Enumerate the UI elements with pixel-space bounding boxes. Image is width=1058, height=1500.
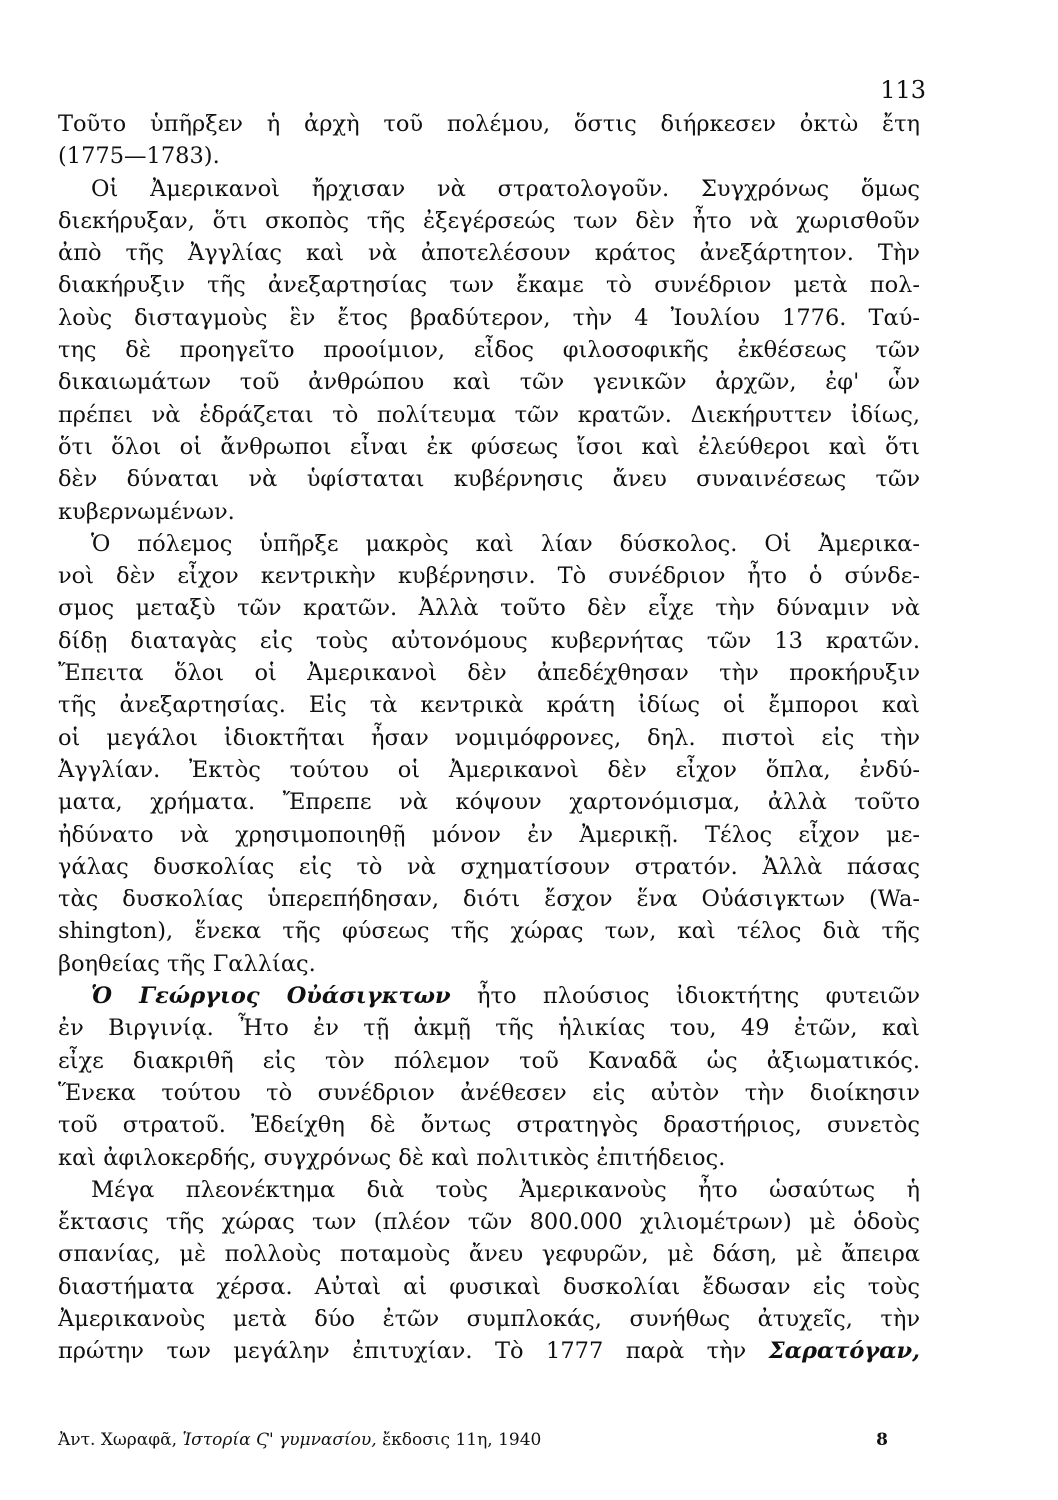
text-line: ματα, χρήματα. Ἔπρεπε νὰ κόψουν χαρτονόμισμα, ἀλλὰ τοῦτο bbox=[58, 789, 920, 816]
text-line: δίδῃ διαταγὰς εἰς τοὺς αὐτονόμους κυβερνήτας τῶν 13 κρατῶν. bbox=[58, 627, 920, 654]
text-line: πρέπει νὰ ἑδράζεται τὸ πολίτευμα τῶν κρατῶν. Διεκήρυττεν ἰδίως, bbox=[58, 401, 920, 428]
text-line: σπανίας, μὲ πολλοὺς ποταμοὺς ἄνευ γεφυρῶν, μὲ δάση, μὲ ἄπειρα bbox=[58, 1241, 920, 1268]
last-text-line bbox=[58, 1335, 920, 1367]
footer-signature: 8 bbox=[876, 1430, 888, 1450]
text-line: ἐν Βιργινίᾳ. Ἦτο ἐν τῇ ἀκμῇ τῆς ἡλικίας του, 49 ἐτῶν, καὶ bbox=[58, 1015, 920, 1042]
text-line: της δὲ προηγεῖτο προοίμιον, εἶδος φιλοσοφικῆς ἐκθέσεως τῶν bbox=[58, 337, 920, 364]
text-line: νοὶ δὲν εἶχον κεντρικὴν κυβέρνησιν. Τὸ συνέδριον ἦτο ὁ σύνδε- bbox=[58, 563, 920, 590]
text-line: διεκήρυξαν, ὅτι σκοπὸς τῆς ἐξεγέρσεώς των δὲν ἦτο νὰ χωρισθοῦν bbox=[58, 207, 920, 234]
paragraph-start-line: Μέγα πλεονέκτημα διὰ τοὺς Ἀμερικανοὺς ἦτο ὡσαύτως ἡ bbox=[91, 1176, 920, 1203]
text-line: ἠδύνατο νὰ χρησιμοποιηθῇ μόνον ἐν Ἀμερικῇ. Τέλος εἶχον με- bbox=[58, 821, 920, 848]
text-line: Τοῦτο ὑπῆρξεν ἡ ἀρχὴ τοῦ πολέμου, ὅστις διήρκεσεν ὀκτὼ ἔτη bbox=[58, 111, 920, 137]
saratoga-emphasis: Σαρατόγαν, bbox=[768, 1338, 920, 1365]
text-line: Ἀμερικανοὺς μετὰ δύο ἐτῶν συμπλοκάς, συνήθως ἀτυχεῖς, τὴν bbox=[58, 1305, 920, 1332]
text-line: Ἕνεκα τούτου τὸ συνέδριον ἀνέθεσεν εἰς αὐτὸν τὴν διοίκησιν bbox=[58, 1079, 920, 1106]
footer-edition: ἔκδοσις 11η, 1940 bbox=[382, 1430, 542, 1450]
text-line: σμος μεταξὺ τῶν κρατῶν. Ἀλλὰ τοῦτο δὲν εἶχε τὴν δύναμιν νὰ bbox=[58, 595, 920, 622]
text-line: καὶ ἀφιλοκερδής, συγχρόνως δὲ καὶ πολιτικὸς ἐπιτήδειος. bbox=[58, 1144, 726, 1171]
text-line: διαστήματα χέρσα. Αὐταὶ αἱ φυσικαὶ δυσκολίαι ἔδωσαν εἰς τοὺς bbox=[58, 1273, 920, 1300]
text-line: οἱ μεγάλοι ἰδιοκτῆται ἦσαν νομιμόφρονες, δηλ. πιστοὶ εἰς τὴν bbox=[58, 724, 920, 751]
footer-author: Ἀντ. Χωραφᾶ, bbox=[58, 1430, 178, 1450]
text-line: ἔκτασις τῆς χώρας των (πλέον τῶν 800.000 χιλιομέτρων) μὲ ὁδοὺς bbox=[58, 1209, 920, 1236]
paragraph-start-line: Ὁ πόλεμος ὑπῆρξε μακρὸς καὶ λίαν δύσκολος. Οἱ Ἀμερικα- bbox=[91, 530, 920, 557]
text-line: Ἔπειτα ὅλοι οἱ Ἀμερικανοὶ δὲν ἀπεδέχθησαν τὴν προκήρυξιν bbox=[58, 660, 920, 687]
washington-heading: Ὁ Γεώργιος Οὐάσιγκτων bbox=[91, 983, 451, 1010]
text-line: βοηθείας τῆς Γαλλίας. bbox=[58, 950, 316, 977]
footer-citation bbox=[58, 1430, 541, 1450]
text-line: ὅτι ὅλοι οἱ ἄνθρωποι εἶναι ἐκ φύσεως ἴσοι καὶ ἐλεύθεροι καὶ ὅτι bbox=[58, 433, 920, 460]
text-line: λοὺς δισταγμοὺς ἓν ἔτος βραδύτερον, τὴν 4 Ἰουλίου 1776. Ταύ- bbox=[58, 304, 920, 331]
text-line: τῆς ἀνεξαρτησίας. Εἰς τὰ κεντρικὰ κράτη ἰδίως οἱ ἔμποροι καὶ bbox=[58, 692, 920, 719]
washington-paragraph-start bbox=[58, 980, 920, 1012]
text-line: εἶχε διακριθῆ εἰς τὸν πόλεμον τοῦ Καναδᾶ ὡς ἀξιωματικός. bbox=[58, 1047, 920, 1074]
text-line: διακήρυξιν τῆς ἀνεξαρτησίας των ἔκαμε τὸ συνέδριον μετὰ πολ- bbox=[58, 272, 920, 299]
text-line: δὲν δύναται νὰ ὑφίσταται κυβέρνησις ἄνευ συναινέσεως τῶν bbox=[58, 466, 920, 493]
body-text bbox=[58, 108, 920, 1368]
footer-book-title: Ἱστορία Ϛ' γυμνασίου, bbox=[182, 1430, 377, 1450]
text-line: (1775—1783). bbox=[58, 143, 220, 170]
text-line: γάλας δυσκολίας εἰς τὸ νὰ σχηματίσουν στρατόν. Ἀλλὰ πάσας bbox=[58, 853, 920, 880]
paragraph-start-line: Οἱ Ἀμερικανοὶ ἤρχισαν νὰ στρατολογοῦν. Συγχρόνως ὅμως bbox=[91, 175, 920, 202]
text-line: δικαιωμάτων τοῦ ἀνθρώπου καὶ τῶν γενικῶν ἀρχῶν, ἐφ' ὧν bbox=[58, 369, 920, 396]
text-line: ἀπὸ τῆς Ἀγγλίας καὶ νὰ ἀποτελέσουν κράτος ἀνεξάρτητον. Τὴν bbox=[58, 240, 920, 267]
washington-first-line-rest: ἦτο πλούσιος ἰδιοκτήτης φυτειῶν bbox=[477, 983, 920, 1010]
text-line: κυβερνωμένων. bbox=[58, 498, 235, 525]
last-line-text: πρώτην των μεγάλην ἐπιτυχίαν. Τὸ 1777 παρὰ τὴν bbox=[58, 1338, 747, 1365]
page-number: 113 bbox=[880, 76, 926, 104]
text-line: τὰς δυσκολίας ὑπερεπήδησαν, διότι ἔσχον ἕνα Οὐάσιγκτων (Wa- bbox=[58, 886, 920, 913]
page-footer bbox=[58, 1430, 920, 1450]
text-line: τοῦ στρατοῦ. Ἐδείχθη δὲ ὄντως στρατηγὸς δραστήριος, συνετὸς bbox=[58, 1112, 920, 1139]
text-line: shington), ἕνεκα τῆς φύσεως τῆς χώρας των, καὶ τέλος διὰ τῆς bbox=[58, 918, 920, 945]
text-line: Ἀγγλίαν. Ἐκτὸς τούτου οἱ Ἀμερικανοὶ δὲν εἶχον ὅπλα, ἐνδύ- bbox=[58, 756, 920, 783]
